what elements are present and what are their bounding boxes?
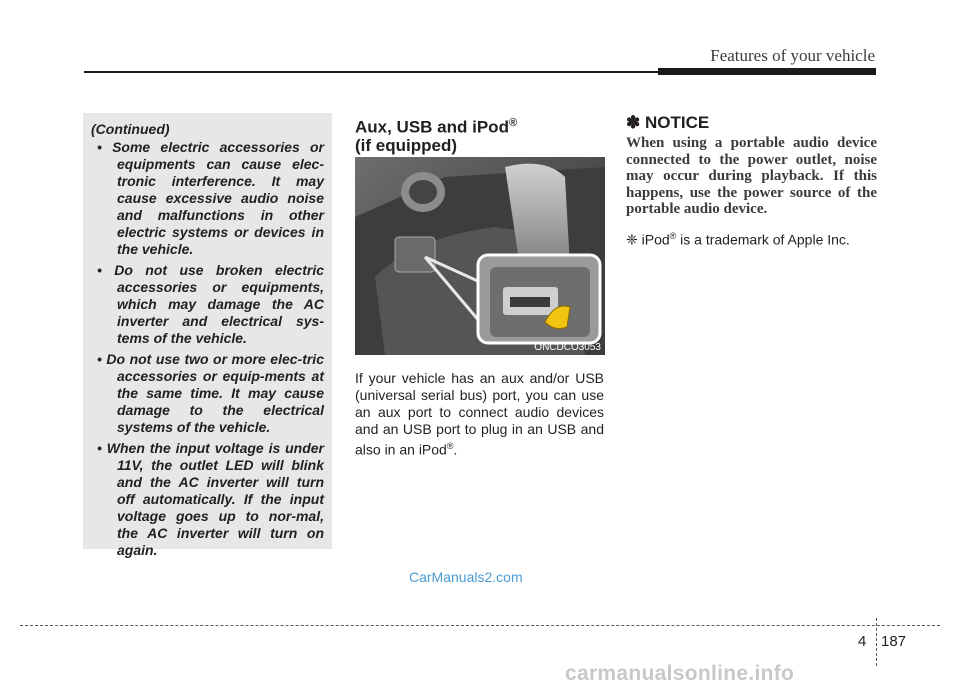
aux-usb-ipod-heading: Aux, USB and iPod® (if equipped) (355, 117, 518, 155)
caution-bullet: • When the input voltage is under 11V, the outlet LED will blink and the AC inverter will turn off automatically. If the input voltage goes up to nor-mal, the AC inverter will turn on again. (97, 440, 325, 558)
chapter-number: 4 (858, 633, 867, 650)
aux-usb-port-illustration (355, 157, 605, 355)
notice-body: When using a portable audio device connected to the power outlet, noise may occur during playback. If this happens, use the power source of the portable audio device. (626, 135, 877, 217)
header-rule-accent (658, 68, 876, 75)
notice-heading: ✽ NOTICE (626, 113, 710, 132)
footer-divider (876, 618, 877, 666)
section-title: Features of your vehicle (710, 46, 875, 65)
caution-bullet: • Do not use two or more elec-tric accessories or equip-ments at the same time. It may cause damage to the electrical systems of the vehicle. (97, 351, 324, 435)
aux-usb-description: If your vehicle has an aux and/or USB (universal serial bus) port, you can use an aux port to connect audio devices and an USB port to plug in an USB and also in an iPod®. (355, 370, 604, 458)
console-illustration (355, 157, 605, 355)
caution-bullet: • Some electric accessories or equipments can cause elec-tronic interference. It may cause excessive audio noise and malfunctions in other electric systems or devices in the vehicle. (97, 139, 324, 257)
watermark-carmanuals2[interactable]: CarManuals2.com (409, 569, 523, 585)
caution-bullet: • Do not use broken electric accessories or equipments, which may damage the AC inverter and electrical sys-tems of the vehicle. (97, 262, 325, 346)
continued-label: (Continued) (91, 121, 170, 137)
footer-dashed-rule (20, 625, 940, 626)
header-rule (84, 71, 658, 73)
image-code-label: ONCDCO3053 (534, 342, 601, 353)
continued-caution-box (83, 113, 332, 558)
watermark-carmanualsonline: carmanualsonline.info (565, 662, 795, 685)
page-number: 187 (881, 633, 907, 650)
trademark-note: ❈ iPod® is a trademark of Apple Inc. (626, 231, 850, 248)
